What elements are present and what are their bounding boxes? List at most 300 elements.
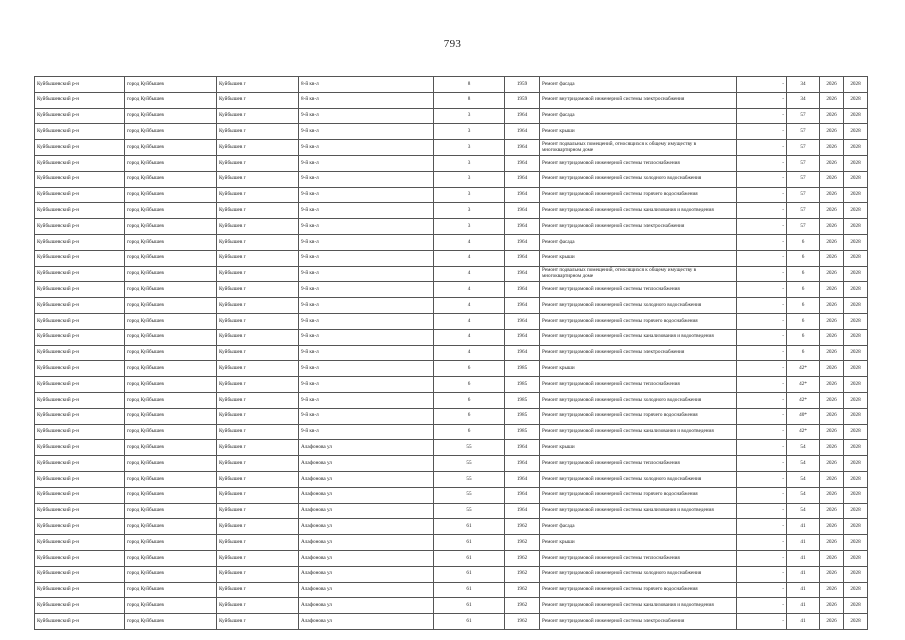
table-row <box>35 361 868 377</box>
street-cell: 9-й кв-л <box>299 377 434 393</box>
street-cell: 9-й кв-л <box>299 203 434 219</box>
settlement-cell: город Куйбышев <box>125 124 217 140</box>
district-cell: Куйбышевский р-н <box>35 266 125 282</box>
end-year-cell: 2028 <box>844 471 868 487</box>
amount-cell: 54 <box>787 487 820 503</box>
year-cell: 1964 <box>505 329 540 345</box>
locality-cell: Куйбышев г <box>217 203 299 219</box>
table-row <box>35 234 868 250</box>
street-cell: 9-й кв-л <box>299 408 434 424</box>
locality-cell: Куйбышев г <box>217 250 299 266</box>
end-year-cell: 2028 <box>844 377 868 393</box>
street-cell: 9-й кв-л <box>299 234 434 250</box>
year-cell: 1964 <box>505 345 540 361</box>
year-cell: 1964 <box>505 266 540 282</box>
work-type-cell: Ремонт внутридомовой инженерной системы горячего водоснабжения <box>540 187 737 203</box>
start-year-cell: 2026 <box>820 535 844 551</box>
house-number-cell: 61 <box>434 519 505 535</box>
street-cell: Алафонова ул <box>299 566 434 582</box>
table-row <box>35 566 868 582</box>
street-cell: Алафонова ул <box>299 535 434 551</box>
end-year-cell: 2028 <box>844 250 868 266</box>
locality-cell: Куйбышев г <box>217 140 299 156</box>
end-year-cell: 2028 <box>844 219 868 235</box>
work-type-cell: Ремонт внутридомовой инженерной системы электроснабжения <box>540 92 737 108</box>
locality-cell: Куйбышев г <box>217 329 299 345</box>
district-cell: Куйбышевский р-н <box>35 108 125 124</box>
end-year-cell: 2028 <box>844 614 868 630</box>
table-row <box>35 377 868 393</box>
street-cell: 9-й кв-л <box>299 219 434 235</box>
house-number-cell: 55 <box>434 487 505 503</box>
end-year-cell: 2028 <box>844 203 868 219</box>
district-cell: Куйбышевский р-н <box>35 566 125 582</box>
district-cell: Куйбышевский р-н <box>35 250 125 266</box>
work-type-cell: Ремонт внутридомовой инженерной системы холодного водоснабжения <box>540 566 737 582</box>
start-year-cell: 2026 <box>820 424 844 440</box>
start-year-cell: 2026 <box>820 266 844 282</box>
start-year-cell: 2026 <box>820 77 844 93</box>
year-cell: 1962 <box>505 598 540 614</box>
house-number-cell: 55 <box>434 440 505 456</box>
table-row <box>35 140 868 156</box>
year-cell: 1964 <box>505 155 540 171</box>
settlement-cell: город Куйбышев <box>125 392 217 408</box>
dash-cell: - <box>737 77 787 93</box>
street-cell: 8-й кв-л <box>299 92 434 108</box>
dash-cell: - <box>737 171 787 187</box>
settlement-cell: город Куйбышев <box>125 377 217 393</box>
street-cell: Алафонова ул <box>299 598 434 614</box>
street-cell: Алафонова ул <box>299 503 434 519</box>
work-type-cell: Ремонт крыши <box>540 124 737 140</box>
house-number-cell: 4 <box>434 282 505 298</box>
table-row <box>35 77 868 93</box>
locality-cell: Куйбышев г <box>217 108 299 124</box>
work-type-cell: Ремонт фасада <box>540 234 737 250</box>
year-cell: 1962 <box>505 582 540 598</box>
table-row <box>35 345 868 361</box>
table-row <box>35 313 868 329</box>
district-cell: Куйбышевский р-н <box>35 203 125 219</box>
table-row <box>35 250 868 266</box>
house-number-cell: 6 <box>434 377 505 393</box>
amount-cell: 6 <box>787 345 820 361</box>
house-number-cell: 55 <box>434 456 505 472</box>
end-year-cell: 2028 <box>844 487 868 503</box>
start-year-cell: 2026 <box>820 440 844 456</box>
street-cell: 9-й кв-л <box>299 140 434 156</box>
end-year-cell: 2028 <box>844 108 868 124</box>
house-number-cell: 4 <box>434 234 505 250</box>
house-number-cell: 4 <box>434 329 505 345</box>
settlement-cell: город Куйбышев <box>125 77 217 93</box>
locality-cell: Куйбышев г <box>217 219 299 235</box>
start-year-cell: 2026 <box>820 392 844 408</box>
amount-cell: 57 <box>787 171 820 187</box>
street-cell: 9-й кв-л <box>299 250 434 266</box>
end-year-cell: 2028 <box>844 566 868 582</box>
amount-cell: 57 <box>787 155 820 171</box>
work-type-cell: Ремонт крыши <box>540 250 737 266</box>
start-year-cell: 2026 <box>820 171 844 187</box>
locality-cell: Куйбышев г <box>217 503 299 519</box>
table-row <box>35 456 868 472</box>
settlement-cell: город Куйбышев <box>125 282 217 298</box>
house-number-cell: 61 <box>434 550 505 566</box>
year-cell: 1962 <box>505 519 540 535</box>
house-number-cell: 3 <box>434 124 505 140</box>
house-number-cell: 3 <box>434 219 505 235</box>
dash-cell: - <box>737 203 787 219</box>
locality-cell: Куйбышев г <box>217 566 299 582</box>
settlement-cell: город Куйбышев <box>125 345 217 361</box>
locality-cell: Куйбышев г <box>217 345 299 361</box>
year-cell: 1964 <box>505 187 540 203</box>
house-number-cell: 4 <box>434 345 505 361</box>
table-row <box>35 440 868 456</box>
work-type-cell: Ремонт внутридомовой инженерной системы теплоснабжения <box>540 282 737 298</box>
street-cell: 9-й кв-л <box>299 424 434 440</box>
district-cell: Куйбышевский р-н <box>35 377 125 393</box>
dash-cell: - <box>737 487 787 503</box>
amount-cell: 42* <box>787 424 820 440</box>
year-cell: 1985 <box>505 424 540 440</box>
year-cell: 1964 <box>505 313 540 329</box>
street-cell: Алафонова ул <box>299 471 434 487</box>
locality-cell: Куйбышев г <box>217 171 299 187</box>
dash-cell: - <box>737 550 787 566</box>
work-type-cell: Ремонт внутридомовой инженерной системы канализования и водоотведения <box>540 329 737 345</box>
locality-cell: Куйбышев г <box>217 124 299 140</box>
year-cell: 1964 <box>505 282 540 298</box>
street-cell: 9-й кв-л <box>299 298 434 314</box>
locality-cell: Куйбышев г <box>217 614 299 630</box>
table-row <box>35 92 868 108</box>
street-cell: 9-й кв-л <box>299 313 434 329</box>
work-type-cell: Ремонт внутридомовой инженерной системы холодного водоснабжения <box>540 392 737 408</box>
start-year-cell: 2026 <box>820 519 844 535</box>
amount-cell: 54 <box>787 440 820 456</box>
end-year-cell: 2028 <box>844 329 868 345</box>
amount-cell: 6 <box>787 313 820 329</box>
work-type-cell: Ремонт внутридомовой инженерной системы холодного водоснабжения <box>540 298 737 314</box>
dash-cell: - <box>737 124 787 140</box>
table-row <box>35 108 868 124</box>
end-year-cell: 2028 <box>844 140 868 156</box>
year-cell: 1962 <box>505 550 540 566</box>
work-type-cell: Ремонт внутридомовой инженерной системы горячего водоснабжения <box>540 408 737 424</box>
amount-cell: 34 <box>787 77 820 93</box>
house-number-cell: 61 <box>434 582 505 598</box>
locality-cell: Куйбышев г <box>217 598 299 614</box>
start-year-cell: 2026 <box>820 345 844 361</box>
amount-cell: 57 <box>787 108 820 124</box>
house-number-cell: 3 <box>434 108 505 124</box>
end-year-cell: 2028 <box>844 77 868 93</box>
settlement-cell: город Куйбышев <box>125 535 217 551</box>
work-type-cell: Ремонт внутридомовой инженерной системы канализования и водоотведения <box>540 598 737 614</box>
table-row <box>35 219 868 235</box>
settlement-cell: город Куйбышев <box>125 250 217 266</box>
end-year-cell: 2028 <box>844 313 868 329</box>
amount-cell: 54 <box>787 503 820 519</box>
dash-cell: - <box>737 329 787 345</box>
street-cell: 9-й кв-л <box>299 266 434 282</box>
district-cell: Куйбышевский р-н <box>35 582 125 598</box>
year-cell: 1964 <box>505 234 540 250</box>
start-year-cell: 2026 <box>820 298 844 314</box>
street-cell: 9-й кв-л <box>299 171 434 187</box>
settlement-cell: город Куйбышев <box>125 519 217 535</box>
work-type-cell: Ремонт внутридомовой инженерной системы электроснабжения <box>540 614 737 630</box>
locality-cell: Куйбышев г <box>217 440 299 456</box>
locality-cell: Куйбышев г <box>217 424 299 440</box>
house-number-cell: 55 <box>434 503 505 519</box>
dash-cell: - <box>737 440 787 456</box>
start-year-cell: 2026 <box>820 361 844 377</box>
work-type-cell: Ремонт подвальных помещений, относящихся к общему имуществу в многоквартирном доме <box>540 140 737 156</box>
district-cell: Куйбышевский р-н <box>35 124 125 140</box>
work-type-cell: Ремонт внутридомовой инженерной системы теплоснабжения <box>540 155 737 171</box>
settlement-cell: город Куйбышев <box>125 187 217 203</box>
district-cell: Куйбышевский р-н <box>35 487 125 503</box>
locality-cell: Куйбышев г <box>217 582 299 598</box>
settlement-cell: город Куйбышев <box>125 234 217 250</box>
amount-cell: 54 <box>787 471 820 487</box>
street-cell: 9-й кв-л <box>299 329 434 345</box>
amount-cell: 41 <box>787 566 820 582</box>
end-year-cell: 2028 <box>844 503 868 519</box>
street-cell: 9-й кв-л <box>299 108 434 124</box>
page-number: 793 <box>443 38 462 50</box>
amount-cell: 6 <box>787 298 820 314</box>
house-number-cell: 3 <box>434 155 505 171</box>
dash-cell: - <box>737 313 787 329</box>
house-number-cell: 8 <box>434 77 505 93</box>
district-cell: Куйбышевский р-н <box>35 155 125 171</box>
district-cell: Куйбышевский р-н <box>35 456 125 472</box>
amount-cell: 42* <box>787 377 820 393</box>
dash-cell: - <box>737 424 787 440</box>
start-year-cell: 2026 <box>820 566 844 582</box>
table-row <box>35 535 868 551</box>
locality-cell: Куйбышев г <box>217 361 299 377</box>
work-type-cell: Ремонт внутридомовой инженерной системы холодного водоснабжения <box>540 171 737 187</box>
settlement-cell: город Куйбышев <box>125 329 217 345</box>
settlement-cell: город Куйбышев <box>125 440 217 456</box>
locality-cell: Куйбышев г <box>217 535 299 551</box>
start-year-cell: 2026 <box>820 92 844 108</box>
house-number-cell: 6 <box>434 392 505 408</box>
district-cell: Куйбышевский р-н <box>35 234 125 250</box>
district-cell: Куйбышевский р-н <box>35 361 125 377</box>
settlement-cell: город Куйбышев <box>125 266 217 282</box>
end-year-cell: 2028 <box>844 519 868 535</box>
end-year-cell: 2028 <box>844 392 868 408</box>
house-number-cell: 4 <box>434 298 505 314</box>
settlement-cell: город Куйбышев <box>125 456 217 472</box>
start-year-cell: 2026 <box>820 487 844 503</box>
start-year-cell: 2026 <box>820 155 844 171</box>
start-year-cell: 2026 <box>820 234 844 250</box>
settlement-cell: город Куйбышев <box>125 219 217 235</box>
start-year-cell: 2026 <box>820 329 844 345</box>
amount-cell: 41 <box>787 614 820 630</box>
district-cell: Куйбышевский р-н <box>35 424 125 440</box>
dash-cell: - <box>737 535 787 551</box>
house-number-cell: 3 <box>434 203 505 219</box>
house-number-cell: 4 <box>434 266 505 282</box>
street-cell: 9-й кв-л <box>299 282 434 298</box>
house-number-cell: 55 <box>434 471 505 487</box>
table-row <box>35 298 868 314</box>
year-cell: 1964 <box>505 219 540 235</box>
dash-cell: - <box>737 377 787 393</box>
district-cell: Куйбышевский р-н <box>35 614 125 630</box>
amount-cell: 57 <box>787 219 820 235</box>
amount-cell: 57 <box>787 187 820 203</box>
work-type-cell: Ремонт внутридомовой инженерной системы холодного водоснабжения <box>540 471 737 487</box>
locality-cell: Куйбышев г <box>217 519 299 535</box>
year-cell: 1959 <box>505 92 540 108</box>
settlement-cell: город Куйбышев <box>125 598 217 614</box>
start-year-cell: 2026 <box>820 187 844 203</box>
district-cell: Куйбышевский р-н <box>35 171 125 187</box>
end-year-cell: 2028 <box>844 282 868 298</box>
amount-cell: 42* <box>787 361 820 377</box>
house-number-cell: 4 <box>434 250 505 266</box>
dash-cell: - <box>737 266 787 282</box>
district-cell: Куйбышевский р-н <box>35 408 125 424</box>
year-cell: 1964 <box>505 503 540 519</box>
year-cell: 1964 <box>505 203 540 219</box>
year-cell: 1964 <box>505 456 540 472</box>
year-cell: 1964 <box>505 250 540 266</box>
amount-cell: 57 <box>787 140 820 156</box>
work-type-cell: Ремонт фасада <box>540 108 737 124</box>
end-year-cell: 2028 <box>844 408 868 424</box>
locality-cell: Куйбышев г <box>217 298 299 314</box>
amount-cell: 6 <box>787 234 820 250</box>
street-cell: Алафонова ул <box>299 519 434 535</box>
year-cell: 1959 <box>505 77 540 93</box>
locality-cell: Куйбышев г <box>217 487 299 503</box>
settlement-cell: город Куйбышев <box>125 313 217 329</box>
settlement-cell: город Куйбышев <box>125 203 217 219</box>
end-year-cell: 2028 <box>844 155 868 171</box>
house-number-cell: 3 <box>434 140 505 156</box>
work-type-cell: Ремонт внутридомовой инженерной системы горячего водоснабжения <box>540 582 737 598</box>
year-cell: 1962 <box>505 535 540 551</box>
work-type-cell: Ремонт внутридомовой инженерной системы электроснабжения <box>540 345 737 361</box>
dash-cell: - <box>737 361 787 377</box>
dash-cell: - <box>737 456 787 472</box>
locality-cell: Куйбышев г <box>217 77 299 93</box>
start-year-cell: 2026 <box>820 377 844 393</box>
dash-cell: - <box>737 345 787 361</box>
year-cell: 1985 <box>505 392 540 408</box>
table-row <box>35 550 868 566</box>
end-year-cell: 2028 <box>844 234 868 250</box>
locality-cell: Куйбышев г <box>217 266 299 282</box>
start-year-cell: 2026 <box>820 203 844 219</box>
dash-cell: - <box>737 92 787 108</box>
house-number-cell: 61 <box>434 566 505 582</box>
year-cell: 1964 <box>505 140 540 156</box>
district-cell: Куйбышевский р-н <box>35 392 125 408</box>
work-type-cell: Ремонт внутридомовой инженерной системы электроснабжения <box>540 219 737 235</box>
locality-cell: Куйбышев г <box>217 377 299 393</box>
street-cell: Алафонова ул <box>299 614 434 630</box>
year-cell: 1964 <box>505 108 540 124</box>
street-cell: 8-й кв-л <box>299 77 434 93</box>
settlement-cell: город Куйбышев <box>125 566 217 582</box>
dash-cell: - <box>737 155 787 171</box>
start-year-cell: 2026 <box>820 250 844 266</box>
dash-cell: - <box>737 108 787 124</box>
amount-cell: 41 <box>787 598 820 614</box>
district-cell: Куйбышевский р-н <box>35 329 125 345</box>
work-type-cell: Ремонт крыши <box>540 361 737 377</box>
amount-cell: 34 <box>787 92 820 108</box>
dash-cell: - <box>737 566 787 582</box>
settlement-cell: город Куйбышев <box>125 361 217 377</box>
start-year-cell: 2026 <box>820 124 844 140</box>
end-year-cell: 2028 <box>844 298 868 314</box>
table-row <box>35 519 868 535</box>
street-cell: Алафонова ул <box>299 487 434 503</box>
locality-cell: Куйбышев г <box>217 155 299 171</box>
district-cell: Куйбышевский р-н <box>35 550 125 566</box>
settlement-cell: город Куйбышев <box>125 92 217 108</box>
street-cell: Алафонова ул <box>299 550 434 566</box>
work-type-cell: Ремонт внутридомовой инженерной системы канализования и водоотведения <box>540 503 737 519</box>
amount-cell: 6 <box>787 282 820 298</box>
end-year-cell: 2028 <box>844 535 868 551</box>
locality-cell: Куйбышев г <box>217 313 299 329</box>
year-cell: 1964 <box>505 471 540 487</box>
settlement-cell: город Куйбышев <box>125 140 217 156</box>
start-year-cell: 2026 <box>820 140 844 156</box>
dash-cell: - <box>737 471 787 487</box>
end-year-cell: 2028 <box>844 456 868 472</box>
district-cell: Куйбышевский р-н <box>35 440 125 456</box>
year-cell: 1964 <box>505 298 540 314</box>
dash-cell: - <box>737 598 787 614</box>
end-year-cell: 2028 <box>844 424 868 440</box>
work-type-cell: Ремонт внутридомовой инженерной системы теплоснабжения <box>540 456 737 472</box>
work-type-cell: Ремонт фасада <box>540 519 737 535</box>
settlement-cell: город Куйбышев <box>125 487 217 503</box>
locality-cell: Куйбышев г <box>217 392 299 408</box>
end-year-cell: 2028 <box>844 361 868 377</box>
dash-cell: - <box>737 140 787 156</box>
house-number-cell: 6 <box>434 408 505 424</box>
table-row <box>35 392 868 408</box>
start-year-cell: 2026 <box>820 282 844 298</box>
table-body <box>35 77 868 630</box>
end-year-cell: 2028 <box>844 440 868 456</box>
amount-cell: 6 <box>787 266 820 282</box>
dash-cell: - <box>737 408 787 424</box>
settlement-cell: город Куйбышев <box>125 503 217 519</box>
dash-cell: - <box>737 582 787 598</box>
dash-cell: - <box>737 282 787 298</box>
house-number-cell: 6 <box>434 424 505 440</box>
settlement-cell: город Куйбышев <box>125 171 217 187</box>
settlement-cell: город Куйбышев <box>125 298 217 314</box>
